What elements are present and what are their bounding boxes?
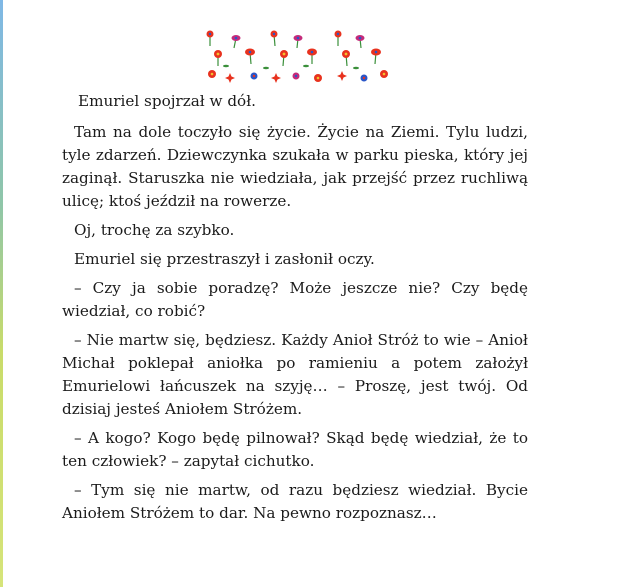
flowers-illustration (196, 24, 396, 94)
paragraph: Emuriel spojrzał w dół. (78, 92, 256, 110)
paragraph: Tam na dole toczyło się życie. Życie na Ziemi. Tylu ludzi, tyle zdarzeń. Dziewczynka szukała w parku pieska, który jej zaginął. Staruszka nie wiedziała, jak przejść przez ruchliwą ulicę; ktoś jeździł na rowerze. (62, 123, 528, 210)
paragraph: Oj, trochę za szybko. (74, 221, 235, 239)
paragraph: – Tym się nie martw, od razu będziesz wiedział. Bycie Aniołem Stróżem to dar. Na pewno rozpoznasz… (62, 481, 528, 522)
story-text (62, 90, 528, 531)
paragraph: – Nie martw się, będziesz. Każdy Anioł Stróż to wie – Anioł Michał poklepał aniołka po ramieniu a potem założył Emurielowi łańcuszek na szyję… – Proszę, jest twój. Od dzisiaj jesteś Aniołem Stróżem. (62, 331, 528, 418)
paragraph: – A kogo? Kogo będę pilnował? Skąd będę wiedział, że to ten człowiek? – zapytał cichutko. (62, 429, 528, 470)
page-edge-strip (0, 0, 3, 587)
paragraph: Emuriel się przestraszył i zasłonił oczy. (74, 250, 375, 268)
paragraph: – Czy ja sobie poradzę? Może jeszcze nie? Czy będę wiedział, co robić? (62, 279, 528, 320)
flower-icon (207, 31, 389, 84)
